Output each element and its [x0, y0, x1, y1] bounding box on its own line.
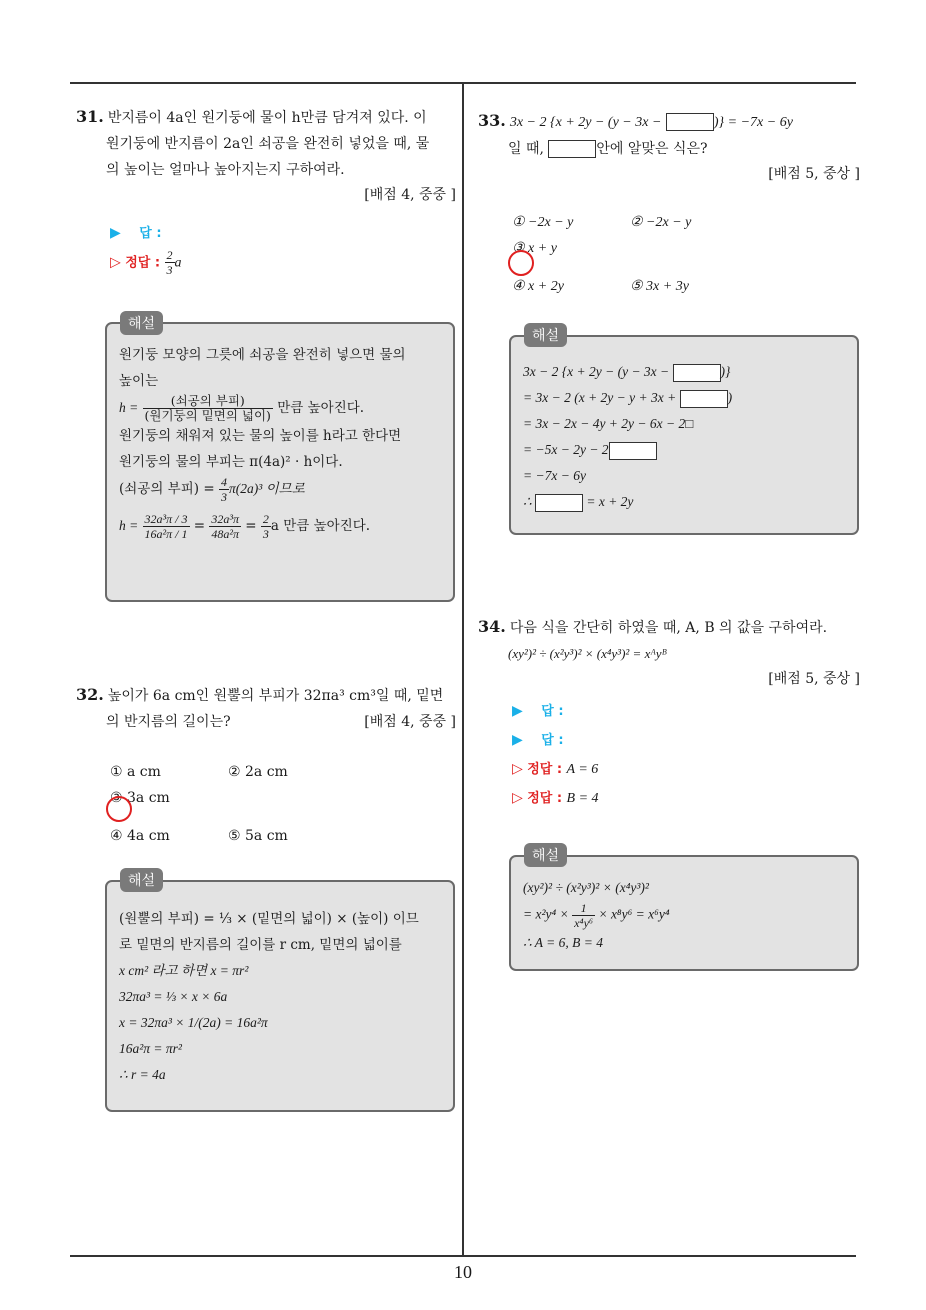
- q32-explanation-box: [105, 880, 455, 1112]
- q33-meta: [배점 5, 중상 ]: [768, 166, 860, 182]
- q32-meta: [배점 4, 중중 ]: [364, 714, 456, 730]
- q34-correct-row-1: [512, 755, 860, 784]
- column-divider: [462, 84, 464, 1256]
- q32-exp-line1: (원뿔의 부피) = ⅓ × (밑면의 넓이) × (높이) 이므: [119, 911, 419, 927]
- q33-line2-a: 일 때,: [508, 141, 544, 157]
- q34-explanation-tag: 해설: [524, 843, 567, 867]
- q33-number: 33.: [478, 111, 506, 130]
- q32-exp-line4: 32πa³ = ⅓ × x × 6a: [119, 989, 228, 1004]
- q34-correct-b: B = 4: [566, 791, 599, 806]
- q31-exp-line2: 높이는: [119, 373, 159, 389]
- play-icon: ▶: [512, 732, 523, 748]
- q34-meta: [배점 5, 중상 ]: [768, 671, 860, 687]
- q31-text: [76, 104, 456, 183]
- q34-answer-row-2: [512, 726, 860, 755]
- question-31: [76, 104, 456, 278]
- q33-line1-a: 3x − 2 {x + 2y − (y − 3x −: [509, 115, 662, 130]
- q34-line2: (xy²)² ÷ (x²y³)² × (x⁴y³)² = xᴬyᴮ: [508, 646, 667, 661]
- question-33: [478, 108, 860, 300]
- q34-exp-line1: (xy²)² ÷ (x²y³)² × (x⁴y³)²: [523, 880, 649, 895]
- q31-correct-tail: a: [174, 255, 182, 271]
- play-icon: ▶: [512, 703, 523, 719]
- question-32: [76, 682, 456, 849]
- q34-correct-label-2: 정답 :: [527, 791, 563, 806]
- q33-exp-line1: 3x − 2 {x + 2y − (y − 3x − )}: [523, 359, 732, 385]
- q33-choice-4[interactable]: ④ x + 2y: [512, 279, 564, 294]
- q33-line2-b: 안에 알맞은 식은?: [596, 141, 708, 157]
- q33-choice-3[interactable]: ③ x + y: [512, 241, 557, 256]
- q31-correct-fraction: $\frac{2}{3}$: [166, 248, 173, 277]
- play-outline-icon: ▷: [512, 790, 523, 806]
- q31-answer-row: [110, 219, 456, 248]
- q33-line1-b: )} = −7x − 6y: [713, 115, 793, 130]
- q32-number: 32.: [76, 685, 104, 704]
- q34-answer-row-1: [512, 697, 860, 726]
- q31-exp-line6: (쇠공의 부피) = $\frac{4}{3}$ π(2a)³ 이므로: [119, 475, 305, 504]
- q34-text: [478, 614, 860, 667]
- q34-correct-label-1: 정답 :: [527, 762, 563, 777]
- q33-text: [478, 108, 860, 162]
- bottom-rule: [70, 1255, 856, 1257]
- q32-choices: [110, 759, 456, 849]
- q34-exp-line2: = x²y⁴ × $\frac{1}{\text{x⁴y⁶}}$ × x⁸y⁶ = x⁶y⁴: [523, 901, 670, 930]
- q34-line1: 다음 식을 간단히 하였을 때, A, B 의 값을 구하여라.: [509, 620, 828, 636]
- q32-text: [76, 682, 456, 735]
- q32-choice-4[interactable]: ④ 4a cm: [110, 828, 170, 844]
- q33-exp-line2: = 3x − 2 (x + 2y − y + 3x + ): [523, 385, 732, 411]
- q33-selected-mark: [508, 250, 534, 276]
- q33-exp-line6: ∴ = x + 2y: [523, 489, 732, 515]
- q33-blank-box: [666, 113, 714, 131]
- q32-selected-mark: [106, 796, 132, 822]
- q31-answer-label: 답 :: [139, 226, 162, 241]
- q32-exp-line2: 로 밑면의 반지름의 길이를 r cm, 밑면의 넓이를: [119, 937, 402, 953]
- play-outline-icon: ▷: [512, 761, 523, 777]
- q34-answers: [512, 697, 860, 813]
- play-icon: ▶: [110, 225, 121, 241]
- q31-explanation-box: [105, 322, 455, 602]
- q33-exp-line4: = −5x − 2y − 2: [523, 437, 732, 463]
- q33-explanation-box: [509, 335, 859, 535]
- q34-number: 34.: [478, 617, 506, 636]
- q33-blank-box-2: [548, 140, 596, 158]
- q32-exp-line3: x cm² 라고 하면 x = πr²: [119, 963, 249, 978]
- q32-line2: 의 반지름의 길이는?: [106, 714, 231, 730]
- q32-choice-3[interactable]: ③ 3a cm: [110, 790, 170, 806]
- q31-answers: [110, 219, 456, 278]
- q31-exp-line1: 원기둥 모양의 그릇에 쇠공을 완전히 넣으면 물의: [119, 347, 406, 363]
- page-number: 10: [454, 1262, 472, 1282]
- q32-exp-line7: ∴ r = 4a: [119, 1067, 166, 1082]
- q31-number: 31.: [76, 107, 104, 126]
- q32-explanation-tag: 해설: [120, 868, 163, 892]
- q34-exp-line3: ∴ A = 6, B = 4: [523, 935, 603, 950]
- q33-explanation-tag: 해설: [524, 323, 567, 347]
- q34-correct-row-2: [512, 784, 860, 813]
- q31-meta: [배점 4, 중중 ]: [364, 187, 456, 203]
- q31-exp-line4: 원기둥의 채워져 있는 물의 높이를 h라고 한다면: [119, 428, 402, 444]
- q32-exp-line6: 16a²π = πr²: [119, 1041, 182, 1056]
- q31-line1: 반지름이 4a인 원기둥에 물이 h만큼 담겨져 있다. 이: [107, 110, 427, 126]
- q31-line2: 원기둥에 반지름이 2a인 쇠공을 완전히 넣었을 때, 물: [106, 136, 430, 152]
- q32-choice-2[interactable]: ② 2a cm: [228, 764, 288, 780]
- q33-choice-1[interactable]: ① −2x − y: [512, 215, 574, 230]
- q33-exp-line3: = 3x − 2x − 4y + 2y − 6x − 2□: [523, 416, 694, 431]
- question-34: [478, 614, 860, 813]
- q34-answer-label-1: 답 :: [541, 704, 564, 719]
- q33-choices: [512, 210, 860, 300]
- q32-choice-1[interactable]: ① a cm: [110, 764, 161, 780]
- q33-exp-line5: = −7x − 6y: [523, 468, 586, 483]
- q32-exp-line5: x = 32πa³ × 1/(2a) = 16a²π: [119, 1015, 268, 1030]
- play-outline-icon: ▷: [110, 254, 121, 271]
- q32-choice-5[interactable]: ⑤ 5a cm: [228, 828, 288, 844]
- q31-exp-line3: h = $\frac{\text{(쇠공의 부피)}}{\text{(원기둥의 밑면의 넓이)}}$ 만큼 높아진다.: [119, 393, 365, 423]
- q33-choice-2[interactable]: ② −2x − y: [630, 215, 692, 230]
- q34-explanation-box: [509, 855, 859, 971]
- q33-choice-5[interactable]: ⑤ 3x + 3y: [630, 279, 689, 294]
- q32-line1: 높이가 6a cm인 원뿔의 부피가 32πa³ cm³일 때, 밑면: [107, 688, 444, 704]
- q34-correct-a: A = 6: [566, 762, 599, 777]
- q31-exp-line7: h = $\frac{\text{32a³π / 3}}{\text{16a²π / 1}}$ = $\frac{\text{32a³π}}{\text{48a²π}}$ = $\frac{2}{3}$ a 만큼 높아진다.: [119, 512, 371, 541]
- q31-line3: 의 높이는 얼마나 높아지는지 구하여라.: [106, 162, 345, 178]
- q31-exp-line5: 원기둥의 물의 부피는 π(4a)² · h이다.: [119, 454, 343, 470]
- q31-explanation-tag: 해설: [120, 311, 163, 335]
- q34-answer-label-2: 답 :: [541, 733, 564, 748]
- q31-correct-row: [110, 248, 456, 278]
- q31-correct-label: 정답 :: [125, 255, 161, 271]
